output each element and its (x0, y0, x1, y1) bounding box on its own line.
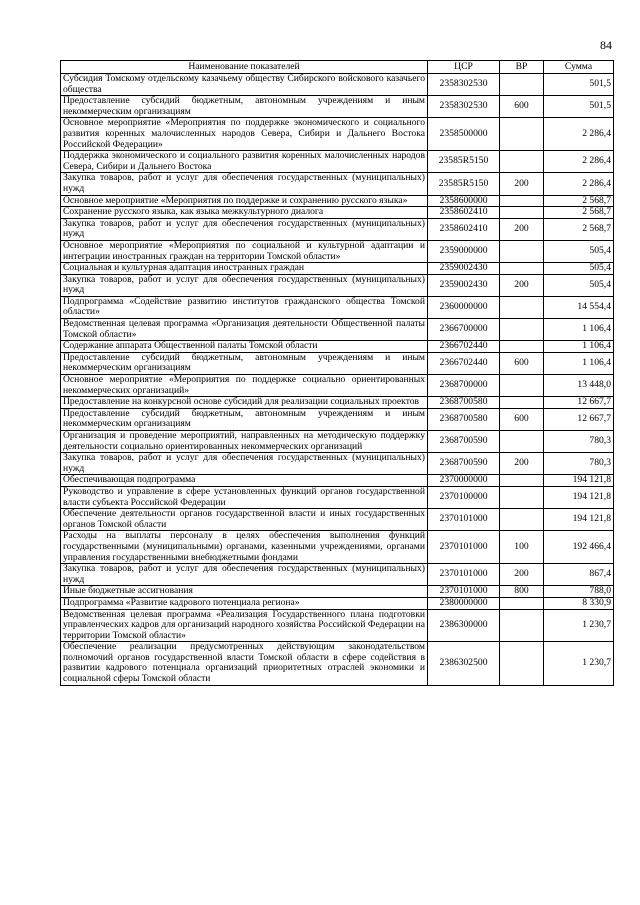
row-name: Закупка товаров, работ и услуг для обеспечения государственных (муниципальных) нужд (61, 173, 428, 195)
table-row (61, 586, 614, 598)
header-csr: ЦСР (428, 61, 500, 74)
row-csr: 23585R5150 (428, 151, 500, 173)
row-vr: 200 (500, 218, 544, 240)
table-row (61, 74, 614, 96)
row-name: Закупка товаров, работ и услуг для обеспечения государственных (муниципальных) нужд (61, 274, 428, 296)
row-sum: 1 230,7 (544, 609, 614, 642)
row-vr: 600 (500, 408, 544, 430)
row-sum: 12 667,7 (544, 408, 614, 430)
row-csr: 2368700590 (428, 431, 500, 453)
row-csr: 2386300000 (428, 609, 500, 642)
row-sum: 194 121,8 (544, 486, 614, 508)
row-vr (500, 118, 544, 151)
table-row (61, 296, 614, 318)
row-vr: 200 (500, 173, 544, 195)
table-row (61, 195, 614, 207)
row-sum: 788,0 (544, 586, 614, 598)
row-vr: 600 (500, 352, 544, 374)
table-row (61, 352, 614, 374)
table-row (61, 397, 614, 409)
row-name: Предоставление на конкурсной основе субсидий для реализации социальных проектов (61, 397, 428, 409)
row-csr: 2358500000 (428, 118, 500, 151)
table-row (61, 207, 614, 219)
row-vr: 600 (500, 96, 544, 118)
row-sum: 780,3 (544, 453, 614, 475)
row-name: Обеспечение реализации предусмотренных действующим законодательством полномочий органов государственной власти Томской области в сфере содействия в развитии кадрового потенциала организаций приоритетных отраслей экономики и социальной сферы Томской области (61, 642, 428, 685)
table-row (61, 475, 614, 487)
row-csr: 23585R5150 (428, 173, 500, 195)
row-name: Ведомственная целевая программа «Организация деятельности Общественной палаты Томской области» (61, 319, 428, 341)
table-row (61, 375, 614, 397)
row-name: Организация и проведение мероприятий, направленных на методическую поддержку деятельности социально ориентированных некоммерческих организаций (61, 431, 428, 453)
row-vr: 200 (500, 274, 544, 296)
row-name: Содержание аппарата Общественной палаты Томской области (61, 341, 428, 353)
row-csr: 2370101000 (428, 586, 500, 598)
row-sum: 194 121,8 (544, 475, 614, 487)
row-csr: 2359002430 (428, 263, 500, 275)
row-sum: 1 230,7 (544, 642, 614, 685)
row-vr (500, 642, 544, 685)
row-name: Сохранение русского языка, как языка межкультурного диалога (61, 207, 428, 219)
row-sum: 192 466,4 (544, 531, 614, 564)
row-vr (500, 319, 544, 341)
row-csr: 2358602410 (428, 218, 500, 240)
table-row (61, 319, 614, 341)
row-csr: 2366702440 (428, 352, 500, 374)
row-csr: 2370101000 (428, 509, 500, 531)
row-sum: 2 286,4 (544, 151, 614, 173)
row-name: Обеспечивающая подпрограмма (61, 475, 428, 487)
table-row (61, 408, 614, 430)
table-row (61, 531, 614, 564)
row-vr (500, 509, 544, 531)
row-name: Основное мероприятие «Мероприятия по поддержке экономического и социального развития коренных малочисленных народов Севера, Сибири и Дальнего Востока Российской Федерации» (61, 118, 428, 151)
table-row (61, 642, 614, 685)
table-row (61, 218, 614, 240)
row-csr: 2368700000 (428, 375, 500, 397)
row-vr: 800 (500, 586, 544, 598)
row-sum: 1 106,4 (544, 319, 614, 341)
header-vr: ВР (500, 61, 544, 74)
row-name: Руководство и управление в сфере установленных функций органов государственной власти субъекта Российской Федерации (61, 486, 428, 508)
table-row (61, 263, 614, 275)
row-csr: 2368700580 (428, 408, 500, 430)
row-name: Закупка товаров, работ и услуг для обеспечения государственных (муниципальных) нужд (61, 564, 428, 586)
table-row (61, 609, 614, 642)
row-name: Предоставление субсидий бюджетным, автономным учреждениям и иным некоммерческим организациям (61, 96, 428, 118)
row-csr: 2366700000 (428, 319, 500, 341)
row-csr: 2359000000 (428, 240, 500, 262)
row-csr: 2358302530 (428, 96, 500, 118)
row-vr (500, 341, 544, 353)
row-sum: 2 286,4 (544, 173, 614, 195)
row-vr (500, 151, 544, 173)
table-header-row (61, 61, 614, 74)
row-name: Подпрограмма «Развитие кадрового потенциала региона» (61, 597, 428, 609)
row-csr: 2366702440 (428, 341, 500, 353)
row-name: Поддержка экономического и социального развития коренных малочисленных народов Севера, Сибири и Дальнего Востока (61, 151, 428, 173)
row-csr: 2359002430 (428, 274, 500, 296)
table-row (61, 453, 614, 475)
row-vr (500, 475, 544, 487)
table-row (61, 118, 614, 151)
table-row (61, 274, 614, 296)
row-vr (500, 195, 544, 207)
row-sum: 505,4 (544, 263, 614, 275)
row-vr (500, 74, 544, 96)
row-name: Социальная и культурная адаптация иностранных граждан (61, 263, 428, 275)
row-vr (500, 397, 544, 409)
row-sum: 194 121,8 (544, 509, 614, 531)
row-sum: 2 568,7 (544, 207, 614, 219)
row-vr (500, 431, 544, 453)
page-number: 84 (600, 38, 612, 52)
row-csr: 2370101000 (428, 564, 500, 586)
row-csr: 2386302500 (428, 642, 500, 685)
row-csr: 2358602410 (428, 207, 500, 219)
row-sum: 501,5 (544, 74, 614, 96)
row-csr: 2368700580 (428, 397, 500, 409)
row-sum: 505,4 (544, 240, 614, 262)
row-vr (500, 609, 544, 642)
row-vr: 200 (500, 453, 544, 475)
table-row (61, 431, 614, 453)
row-csr: 2368700590 (428, 453, 500, 475)
row-sum: 2 568,7 (544, 218, 614, 240)
table-row (61, 509, 614, 531)
row-vr: 100 (500, 531, 544, 564)
row-name: Ведомственная целевая программа «Реализация Государственного плана подготовки управленческих кадров для организаций народного хозяйства Российской Федерации на территории Томской области» (61, 609, 428, 642)
row-name: Основное мероприятие «Мероприятия по поддержке социально ориентированных некоммерческих организаций» (61, 375, 428, 397)
row-vr (500, 240, 544, 262)
row-vr (500, 597, 544, 609)
row-vr (500, 296, 544, 318)
budget-table (60, 60, 614, 686)
header-name: Наименование показателей (61, 61, 428, 74)
row-sum: 867,4 (544, 564, 614, 586)
row-sum: 8 330,9 (544, 597, 614, 609)
row-sum: 1 106,4 (544, 352, 614, 374)
row-vr (500, 263, 544, 275)
row-vr (500, 375, 544, 397)
row-vr (500, 486, 544, 508)
row-csr: 2370000000 (428, 475, 500, 487)
row-sum: 13 448,0 (544, 375, 614, 397)
row-name: Подпрограмма «Содействие развитию институтов гражданского общества Томской области» (61, 296, 428, 318)
row-sum: 780,3 (544, 431, 614, 453)
row-name: Закупка товаров, работ и услуг для обеспечения государственных (муниципальных) нужд (61, 453, 428, 475)
row-name: Основное мероприятие «Мероприятия по социальной и культурной адаптации и интеграции иностранных граждан на территории Томской области» (61, 240, 428, 262)
row-csr: 2370101000 (428, 531, 500, 564)
row-csr: 2358302530 (428, 74, 500, 96)
row-sum: 12 667,7 (544, 397, 614, 409)
row-sum: 1 106,4 (544, 341, 614, 353)
table-row (61, 240, 614, 262)
row-vr: 200 (500, 564, 544, 586)
table-row (61, 597, 614, 609)
row-name: Субсидия Томскому отдельскому казачьему обществу Сибирского войскового казачьего общества (61, 74, 428, 96)
row-csr: 2358600000 (428, 195, 500, 207)
table-row (61, 486, 614, 508)
row-name: Предоставление субсидий бюджетным, автономным учреждениям и иным некоммерческим организациям (61, 408, 428, 430)
table-row (61, 151, 614, 173)
row-name: Иные бюджетные ассигнования (61, 586, 428, 598)
table-row (61, 96, 614, 118)
table-row (61, 341, 614, 353)
row-sum: 2 568,7 (544, 195, 614, 207)
row-sum: 501,5 (544, 96, 614, 118)
row-csr: 2380000000 (428, 597, 500, 609)
row-sum: 2 286,4 (544, 118, 614, 151)
row-name: Расходы на выплаты персоналу в целях обеспечения выполнения функций государственными (муниципальными) органами, казенными учреждениями, органами управления государственными внебюджетными фондами (61, 531, 428, 564)
row-name: Закупка товаров, работ и услуг для обеспечения государственных (муниципальных) нужд (61, 218, 428, 240)
table-row (61, 564, 614, 586)
row-sum: 505,4 (544, 274, 614, 296)
table-row (61, 173, 614, 195)
row-name: Обеспечение деятельности органов государственной власти и иных государственных органов Томской области (61, 509, 428, 531)
row-name: Основное мероприятие «Мероприятия по поддержке и сохранению русского языка» (61, 195, 428, 207)
row-csr: 2370100000 (428, 486, 500, 508)
row-name: Предоставление субсидий бюджетным, автономным учреждениям и иным некоммерческим организациям (61, 352, 428, 374)
row-csr: 2360000000 (428, 296, 500, 318)
row-sum: 14 554,4 (544, 296, 614, 318)
header-sum: Сумма (544, 61, 614, 74)
row-vr (500, 207, 544, 219)
